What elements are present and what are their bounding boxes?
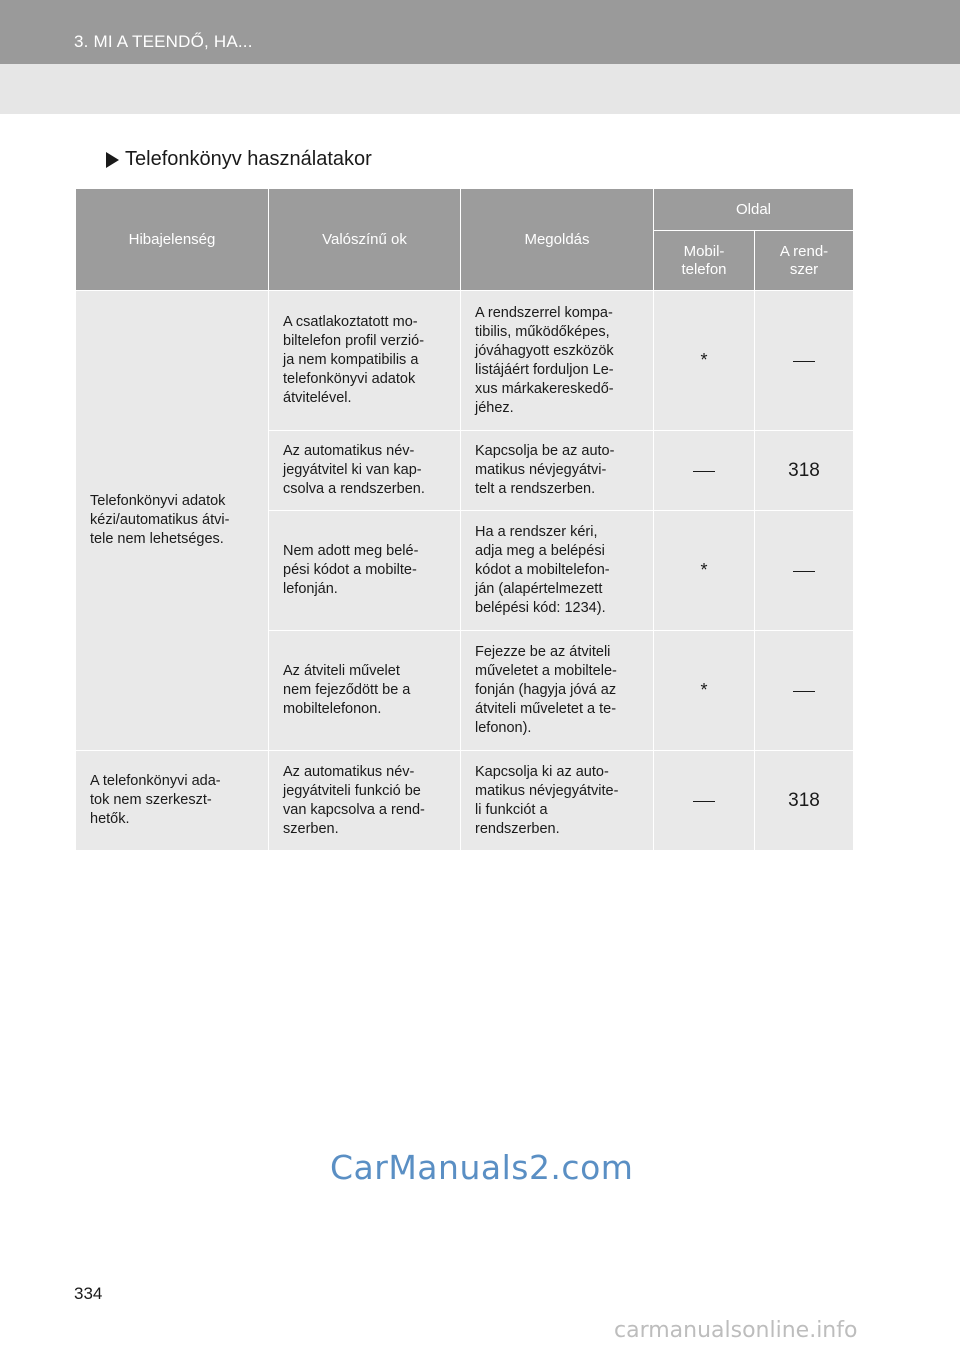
- cause-cell: Az átviteli művelet nem fejeződött be a mobiltelefonon.: [269, 631, 461, 751]
- solution-cell: Kapcsolja ki az auto- matikus névjegyátvite- li funkciót a rendszerben.: [461, 751, 654, 851]
- page-number: 334: [74, 1284, 103, 1303]
- header-sub-band: [0, 64, 960, 114]
- mobile-page-cell: [654, 291, 755, 431]
- cause-cell: A csatlakoztatott mo- biltelefon profil verzió- ja nem kompatibilis a telefonkönyvi adatok átvitelével.: [269, 291, 461, 431]
- col-header-symptom: Hibajelenség: [76, 189, 269, 291]
- col-header-mobile-label: Mobil- telefon: [681, 242, 727, 278]
- dash-mark: [793, 361, 815, 362]
- watermark: CarManuals2.com: [330, 1148, 634, 1187]
- col-header-system-label: A rend- szer: [779, 242, 829, 278]
- triangle-bullet-icon: [106, 152, 119, 168]
- cause-cell: Az automatikus név- jegyátvitel ki van kap- csolva a rendszerben.: [269, 431, 461, 511]
- asterisk-mark: *: [700, 680, 708, 700]
- cause-cell: Nem adott meg belé- pési kódot a mobilte- lefonján.: [269, 511, 461, 631]
- system-page-cell: [755, 511, 854, 631]
- solution-cell: Kapcsolja be az auto- matikus névjegyátvi- telt a rendszerben.: [461, 431, 654, 511]
- solution-cell: Ha a rendszer kéri, adja meg a belépési kódot a mobiltelefon- ján (alapértelmezett belépési kód: 1234).: [461, 511, 654, 631]
- col-header-system: [755, 231, 854, 291]
- mobile-page-cell: [654, 511, 755, 631]
- page-reference: 318: [788, 460, 820, 481]
- troubleshooting-table: [75, 188, 854, 851]
- symptom-cell: A telefonkönyvi ada- tok nem szerkeszt- hetők.: [76, 751, 269, 851]
- section-heading: [106, 148, 372, 171]
- col-header-cause: Valószínű ok: [269, 189, 461, 291]
- symptom-cell: Telefonkönyvi adatok kézi/automatikus átvi- tele nem lehetséges.: [76, 291, 269, 751]
- cause-cell: Az automatikus név- jegyátviteli funkció be van kapcsolva a rend- szerben.: [269, 751, 461, 851]
- dash-mark: [693, 471, 715, 472]
- solution-cell: A rendszerrel kompa- tibilis, működőképes, jóváhagyott eszközök listájáért forduljon Le- xus márkakereskedő- jéhez.: [461, 291, 654, 431]
- dash-mark: [693, 801, 715, 802]
- mobile-page-cell: [654, 631, 755, 751]
- system-page-cell: [755, 751, 854, 851]
- table-row: [76, 291, 854, 431]
- col-header-page: Oldal: [654, 189, 854, 231]
- system-page-cell: [755, 291, 854, 431]
- header-band: [0, 0, 960, 64]
- dash-mark: [793, 571, 815, 572]
- table-row: [76, 751, 854, 851]
- mobile-page-cell: [654, 751, 755, 851]
- asterisk-mark: *: [700, 350, 708, 370]
- solution-cell: Fejezze be az átviteli műveletet a mobiltele- fonján (hagyja jóvá az átviteli műveletet a te- lefonon).: [461, 631, 654, 751]
- system-page-cell: [755, 431, 854, 511]
- page-reference: 318: [788, 790, 820, 811]
- section-title: Telefonkönyv használatakor: [125, 148, 372, 170]
- col-header-mobile: [654, 231, 755, 291]
- source-watermark: carmanualsonline.info: [614, 1318, 858, 1343]
- system-page-cell: [755, 631, 854, 751]
- col-header-solution: Megoldás: [461, 189, 654, 291]
- chapter-title: 3. MI A TEENDŐ, HA...: [74, 32, 253, 51]
- asterisk-mark: *: [700, 560, 708, 580]
- mobile-page-cell: [654, 431, 755, 511]
- dash-mark: [793, 691, 815, 692]
